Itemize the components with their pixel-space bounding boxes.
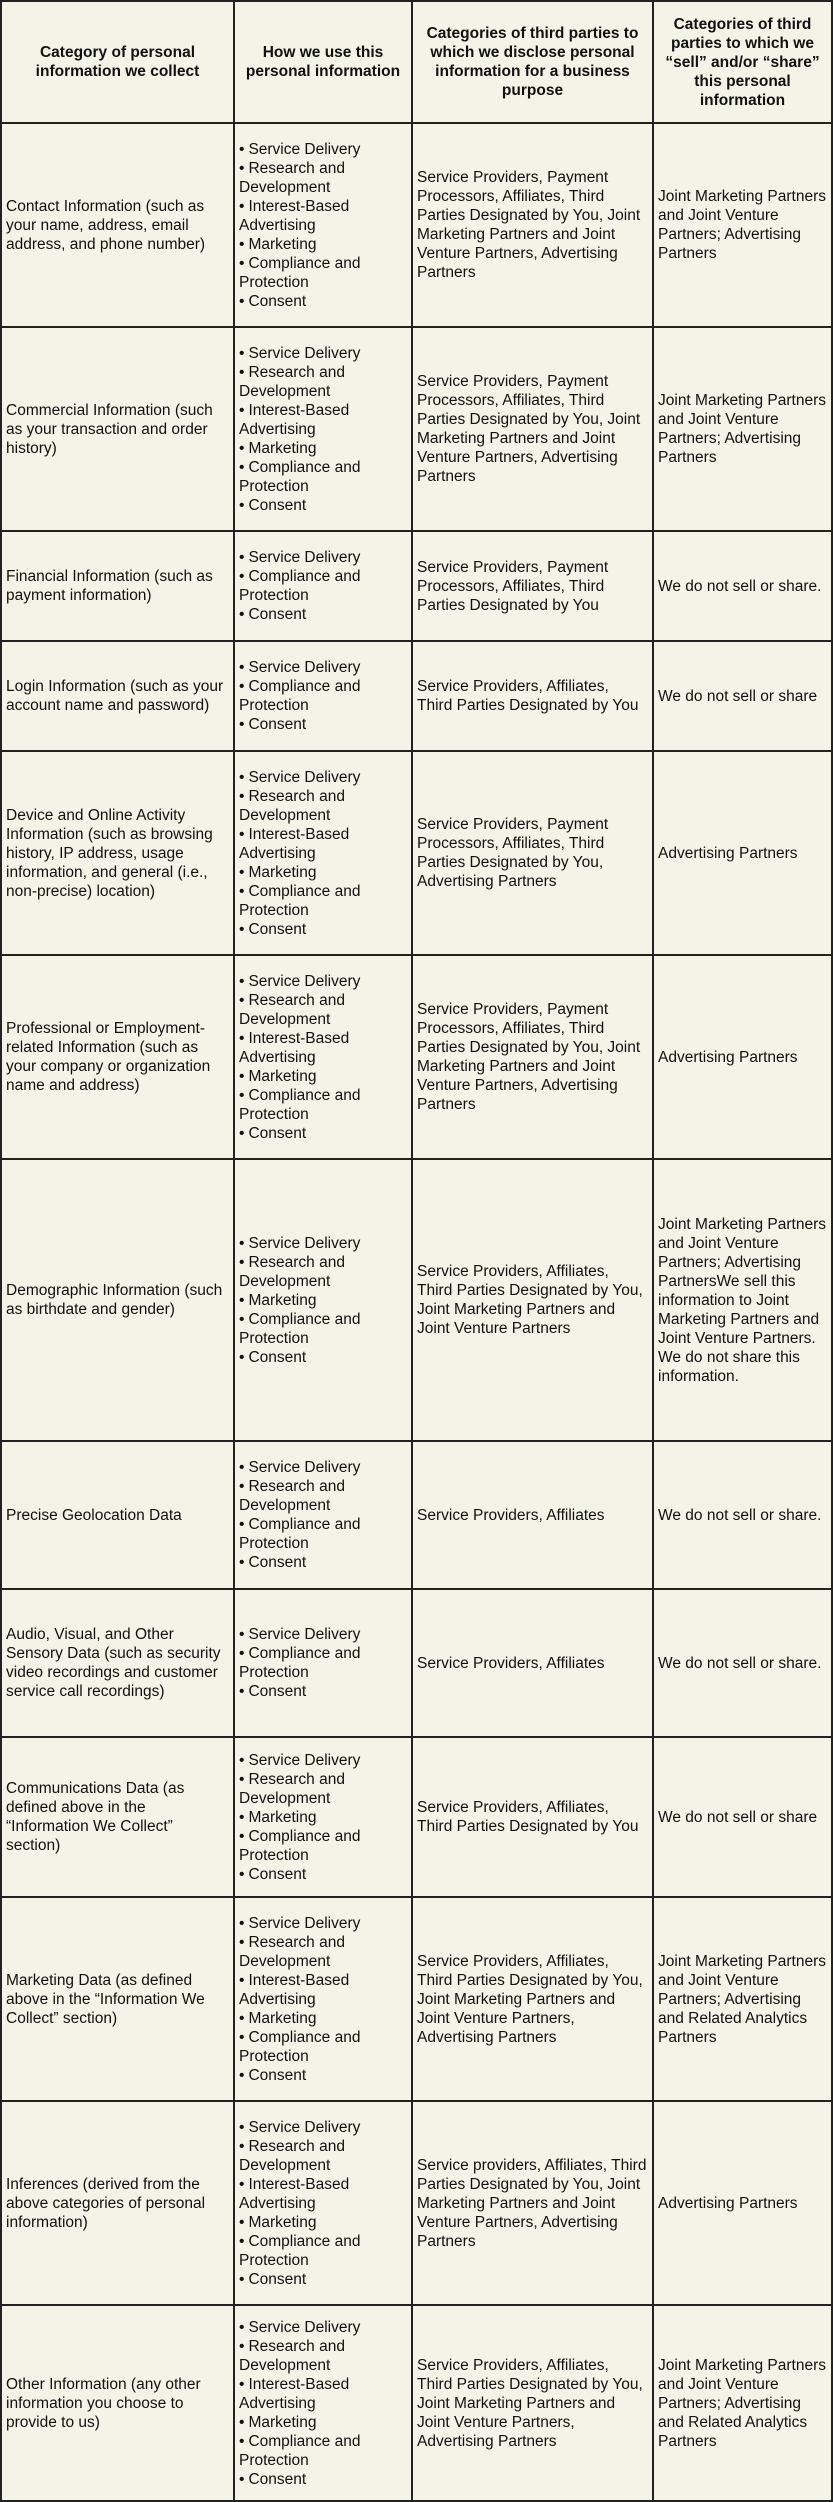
use-item [239, 1124, 407, 1143]
bullet-icon: • [239, 1971, 245, 1989]
use-label: Marketing [248, 1067, 317, 1085]
bullet-icon: • [239, 716, 245, 733]
use-label: Compliance and Protection [239, 1516, 361, 1552]
use-label: Service Delivery [248, 659, 361, 676]
bullet-icon: • [239, 1124, 245, 1142]
use-item [239, 768, 407, 787]
use-item [239, 567, 407, 605]
use-label: Marketing [248, 2009, 317, 2027]
use-item [239, 1029, 407, 1067]
sell-share-cell: Joint Marketing Partners and Joint Venture Partners; Advertising Partners [653, 327, 832, 531]
category-cell: Audio, Visual, and Other Sensory Data (such as security video recordings and customer service call recordings) [1, 1589, 234, 1737]
disclosure-cell: Service Providers, Affiliates, Third Parties Designated by You, Joint Marketing Partners and Joint Venture Partners, Advertising Partners [412, 2305, 653, 2501]
sell-share-cell: Advertising Partners [653, 2101, 832, 2305]
use-item [239, 2175, 407, 2213]
uses-cell [234, 531, 412, 641]
disclosure-cell: Service Providers, Affiliates, Third Parties Designated by You, Joint Marketing Partners and Joint Venture Partners, Advertising Partners [412, 1897, 653, 2101]
uses-list [239, 1914, 407, 2085]
uses-list [239, 658, 407, 734]
bullet-icon: • [239, 991, 245, 1009]
use-item [239, 2118, 407, 2137]
use-label: Service Delivery [248, 2318, 361, 2336]
uses-list [239, 2318, 407, 2489]
table-row [1, 1159, 832, 1441]
uses-cell [234, 1159, 412, 1441]
use-label: Consent [248, 1683, 307, 1700]
use-item [239, 2009, 407, 2028]
bullet-icon: • [239, 2432, 245, 2450]
use-item [239, 658, 407, 677]
use-item [239, 1477, 407, 1515]
use-item [239, 1682, 407, 1701]
uses-list [239, 768, 407, 939]
use-label: Service Delivery [248, 972, 361, 990]
use-label: Interest-Based Advertising [239, 401, 350, 438]
bullet-icon: • [239, 2413, 245, 2431]
sell-share-cell: Joint Marketing Partners and Joint Venture Partners; Advertising and Related Analytics Partners [653, 2305, 832, 2501]
use-label: Marketing [248, 2413, 317, 2431]
disclosure-cell: Service Providers, Payment Processors, Affiliates, Third Parties Designated by You, Joint Marketing Partners and Joint Venture Partners, Advertising Partners [412, 327, 653, 531]
use-item [239, 882, 407, 920]
use-item [239, 2470, 407, 2489]
use-item [239, 159, 407, 197]
bullet-icon: • [239, 1770, 245, 1788]
table-row [1, 2101, 832, 2305]
use-item [239, 991, 407, 1029]
use-label: Compliance and Protection [239, 458, 361, 495]
use-item [239, 1625, 407, 1644]
use-item [239, 2337, 407, 2375]
bullet-icon: • [239, 606, 245, 623]
use-label: Service Delivery [248, 1751, 361, 1769]
bullet-icon: • [239, 344, 245, 362]
bullet-icon: • [239, 439, 245, 457]
use-item [239, 787, 407, 825]
bullet-icon: • [239, 825, 245, 843]
use-label: Research and Development [239, 1253, 345, 1290]
uses-list [239, 1751, 407, 1884]
use-label: Marketing [248, 2213, 317, 2231]
bullet-icon: • [239, 1291, 245, 1309]
use-label: Interest-Based Advertising [239, 1029, 350, 1066]
use-label: Service Delivery [248, 549, 361, 566]
uses-cell [234, 1589, 412, 1737]
use-label: Service Delivery [248, 1234, 361, 1252]
bullet-icon: • [239, 197, 245, 215]
use-item [239, 2270, 407, 2289]
bullet-icon: • [239, 401, 245, 419]
use-item [239, 2375, 407, 2413]
use-item [239, 458, 407, 496]
use-item [239, 401, 407, 439]
use-item [239, 1086, 407, 1124]
use-item [239, 292, 407, 311]
use-label: Service Delivery [248, 1626, 361, 1643]
use-label: Consent [248, 292, 307, 310]
table-row [1, 955, 832, 1159]
use-label: Compliance and Protection [239, 254, 361, 291]
bullet-icon: • [239, 2318, 245, 2336]
table-row [1, 1737, 832, 1897]
table-row [1, 531, 832, 641]
bullet-icon: • [239, 1554, 245, 1571]
use-label: Interest-Based Advertising [239, 825, 350, 862]
bullet-icon: • [239, 140, 245, 158]
use-item [239, 1751, 407, 1770]
use-item [239, 2066, 407, 2085]
use-label: Marketing [248, 1808, 317, 1826]
bullet-icon: • [239, 1516, 245, 1533]
use-item [239, 1553, 407, 1572]
uses-list [239, 344, 407, 515]
use-label: Compliance and Protection [239, 1086, 361, 1123]
use-item [239, 2232, 407, 2270]
uses-cell [234, 955, 412, 1159]
bullet-icon: • [239, 159, 245, 177]
use-item [239, 2137, 407, 2175]
sell-share-cell: Advertising Partners [653, 955, 832, 1159]
table-row [1, 641, 832, 751]
header-uses: How we use this personal information [234, 1, 412, 123]
uses-list [239, 1234, 407, 1367]
sell-share-cell: Advertising Partners [653, 751, 832, 955]
bullet-icon: • [239, 2175, 245, 2193]
use-label: Interest-Based Advertising [239, 2175, 350, 2212]
bullet-icon: • [239, 568, 245, 585]
use-label: Research and Development [239, 1770, 345, 1807]
use-label: Interest-Based Advertising [239, 1971, 350, 2008]
use-label: Research and Development [239, 991, 345, 1028]
use-item [239, 1067, 407, 1086]
use-item [239, 2318, 407, 2337]
bullet-icon: • [239, 2213, 245, 2231]
use-label: Compliance and Protection [239, 1645, 361, 1681]
use-label: Marketing [248, 1291, 317, 1309]
bullet-icon: • [239, 2337, 245, 2355]
uses-cell [234, 1441, 412, 1589]
uses-cell [234, 327, 412, 531]
use-label: Service Delivery [248, 344, 361, 362]
use-label: Consent [248, 2470, 307, 2488]
bullet-icon: • [239, 496, 245, 514]
use-item [239, 863, 407, 882]
header-disclosure-recipients: Categories of third parties to which we disclose personal information for a business purpose [412, 1, 653, 123]
bullet-icon: • [239, 768, 245, 786]
use-label: Interest-Based Advertising [239, 2375, 350, 2412]
bullet-icon: • [239, 659, 245, 676]
use-label: Consent [248, 2270, 307, 2288]
use-label: Compliance and Protection [239, 2028, 361, 2065]
category-cell: Device and Online Activity Information (such as browsing history, IP address, usage information, and general (i.e., non-precise) location) [1, 751, 234, 955]
use-label: Service Delivery [248, 768, 361, 786]
uses-list [239, 1458, 407, 1572]
bullet-icon: • [239, 678, 245, 695]
category-cell: Precise Geolocation Data [1, 1441, 234, 1589]
use-item [239, 1515, 407, 1553]
table-row [1, 1897, 832, 2101]
use-label: Consent [248, 606, 307, 623]
use-label: Marketing [248, 235, 317, 253]
bullet-icon: • [239, 1067, 245, 1085]
sell-share-cell: Joint Marketing Partners and Joint Venture Partners; Advertising PartnersWe sell this information to Joint Marketing Partners and Joint Venture Partners. We do not share this information. [653, 1159, 832, 1441]
use-item [239, 825, 407, 863]
sell-share-cell: We do not sell or share. [653, 1441, 832, 1589]
use-item [239, 1310, 407, 1348]
use-label: Research and Development [239, 363, 345, 400]
category-cell: Financial Information (such as payment information) [1, 531, 234, 641]
use-label: Compliance and Protection [239, 568, 361, 604]
use-label: Research and Development [239, 1933, 345, 1970]
use-label: Compliance and Protection [239, 2232, 361, 2269]
use-item [239, 363, 407, 401]
disclosure-cell: Service providers, Affiliates, Third Parties Designated by You, Joint Marketing Partners and Joint Venture Partners, Advertising Partners [412, 2101, 653, 2305]
use-item [239, 920, 407, 939]
use-label: Consent [248, 1554, 307, 1571]
category-cell: Professional or Employment-related Information (such as your company or organization name and address) [1, 955, 234, 1159]
category-cell: Commercial Information (such as your transaction and order history) [1, 327, 234, 531]
bullet-icon: • [239, 920, 245, 938]
uses-list [239, 1625, 407, 1701]
table-header-row [1, 1, 832, 123]
uses-list [239, 972, 407, 1143]
use-label: Research and Development [239, 2137, 345, 2174]
use-label: Compliance and Protection [239, 882, 361, 919]
use-label: Compliance and Protection [239, 678, 361, 714]
bullet-icon: • [239, 1029, 245, 1047]
use-item [239, 496, 407, 515]
use-item [239, 1971, 407, 2009]
use-item [239, 715, 407, 734]
bullet-icon: • [239, 1865, 245, 1883]
sell-share-cell: We do not sell or share [653, 1737, 832, 1897]
bullet-icon: • [239, 2137, 245, 2155]
bullet-icon: • [239, 292, 245, 310]
use-item [239, 2413, 407, 2432]
use-label: Research and Development [239, 2337, 345, 2374]
use-item [239, 1458, 407, 1477]
use-item [239, 344, 407, 363]
use-label: Consent [248, 920, 307, 938]
header-category: Category of personal information we collect [1, 1, 234, 123]
use-label: Research and Development [239, 159, 345, 196]
use-item [239, 548, 407, 567]
use-label: Marketing [248, 439, 317, 457]
disclosure-cell: Service Providers, Affiliates [412, 1589, 653, 1737]
use-item [239, 1933, 407, 1971]
bullet-icon: • [239, 235, 245, 253]
use-label: Research and Development [239, 1478, 345, 1514]
bullet-icon: • [239, 1348, 245, 1366]
bullet-icon: • [239, 2028, 245, 2046]
uses-cell [234, 2101, 412, 2305]
use-label: Service Delivery [248, 2118, 361, 2136]
use-item [239, 605, 407, 624]
bullet-icon: • [239, 1086, 245, 1104]
table-row [1, 1589, 832, 1737]
use-label: Consent [248, 2066, 307, 2084]
use-item [239, 2432, 407, 2470]
use-item [239, 1914, 407, 1933]
use-item [239, 439, 407, 458]
table-row [1, 2305, 832, 2501]
use-label: Service Delivery [248, 1459, 361, 1476]
bullet-icon: • [239, 863, 245, 881]
use-label: Compliance and Protection [239, 1310, 361, 1347]
sell-share-cell: Joint Marketing Partners and Joint Venture Partners; Advertising Partners [653, 123, 832, 327]
disclosure-cell: Service Providers, Payment Processors, Affiliates, Third Parties Designated by You, Advertising Partners [412, 751, 653, 955]
bullet-icon: • [239, 1253, 245, 1271]
bullet-icon: • [239, 972, 245, 990]
bullet-icon: • [239, 1683, 245, 1700]
use-item [239, 1234, 407, 1253]
category-cell: Contact Information (such as your name, address, email address, and phone number) [1, 123, 234, 327]
bullet-icon: • [239, 2270, 245, 2288]
use-label: Marketing [248, 863, 317, 881]
uses-cell [234, 641, 412, 751]
use-item [239, 1770, 407, 1808]
uses-cell [234, 751, 412, 955]
bullet-icon: • [239, 458, 245, 476]
category-cell: Marketing Data (as defined above in the “Information We Collect” section) [1, 1897, 234, 2101]
disclosure-cell: Service Providers, Affiliates, Third Parties Designated by You [412, 1737, 653, 1897]
bullet-icon: • [239, 1933, 245, 1951]
bullet-icon: • [239, 2375, 245, 2393]
use-item [239, 2213, 407, 2232]
bullet-icon: • [239, 2009, 245, 2027]
disclosure-cell: Service Providers, Affiliates, Third Parties Designated by You, Joint Marketing Partners and Joint Venture Partners [412, 1159, 653, 1441]
disclosure-cell: Service Providers, Payment Processors, Affiliates, Third Parties Designated by You [412, 531, 653, 641]
use-item [239, 254, 407, 292]
bullet-icon: • [239, 254, 245, 272]
use-item [239, 2028, 407, 2066]
bullet-icon: • [239, 1310, 245, 1328]
use-item [239, 1827, 407, 1865]
use-label: Consent [248, 1348, 307, 1366]
use-label: Consent [248, 1124, 307, 1142]
sell-share-cell: We do not sell or share. [653, 1589, 832, 1737]
use-item [239, 197, 407, 235]
uses-list [239, 548, 407, 624]
bullet-icon: • [239, 1459, 245, 1476]
use-item [239, 1808, 407, 1827]
bullet-icon: • [239, 1827, 245, 1845]
use-label: Service Delivery [248, 140, 361, 158]
use-item [239, 1348, 407, 1367]
use-label: Interest-Based Advertising [239, 197, 350, 234]
bullet-icon: • [239, 1626, 245, 1643]
table-row [1, 327, 832, 531]
table-row [1, 123, 832, 327]
use-item [239, 1253, 407, 1291]
category-cell: Communications Data (as defined above in the “Information We Collect” section) [1, 1737, 234, 1897]
use-label: Research and Development [239, 787, 345, 824]
use-label: Consent [248, 716, 307, 733]
uses-cell [234, 123, 412, 327]
use-label: Consent [248, 496, 307, 514]
use-item [239, 972, 407, 991]
uses-cell [234, 1897, 412, 2101]
use-label: Compliance and Protection [239, 1827, 361, 1864]
category-cell: Other Information (any other information you choose to provide to us) [1, 2305, 234, 2501]
bullet-icon: • [239, 549, 245, 566]
table-row [1, 751, 832, 955]
bullet-icon: • [239, 787, 245, 805]
category-cell: Inferences (derived from the above categories of personal information) [1, 2101, 234, 2305]
bullet-icon: • [239, 882, 245, 900]
use-item [239, 677, 407, 715]
bullet-icon: • [239, 363, 245, 381]
bullet-icon: • [239, 1234, 245, 1252]
disclosure-cell: Service Providers, Payment Processors, Affiliates, Third Parties Designated by You, Joint Marketing Partners and Joint Venture Partners, Advertising Partners [412, 123, 653, 327]
sell-share-cell: Joint Marketing Partners and Joint Venture Partners; Advertising and Related Analytics Partners [653, 1897, 832, 2101]
table-row [1, 1441, 832, 1589]
bullet-icon: • [239, 2470, 245, 2488]
category-cell: Demographic Information (such as birthdate and gender) [1, 1159, 234, 1441]
sell-share-cell: We do not sell or share [653, 641, 832, 751]
disclosure-cell: Service Providers, Payment Processors, Affiliates, Third Parties Designated by You, Joint Marketing Partners and Joint Venture Partners, Advertising Partners [412, 955, 653, 1159]
use-item [239, 1865, 407, 1884]
table-body [1, 123, 832, 2501]
bullet-icon: • [239, 1808, 245, 1826]
header-sell-share-recipients: Categories of third parties to which we “sell” and/or “share” this personal information [653, 1, 832, 123]
bullet-icon: • [239, 2232, 245, 2250]
bullet-icon: • [239, 1751, 245, 1769]
uses-cell [234, 2305, 412, 2501]
uses-cell [234, 1737, 412, 1897]
bullet-icon: • [239, 1478, 245, 1495]
bullet-icon: • [239, 2118, 245, 2136]
use-item [239, 140, 407, 159]
use-item [239, 1644, 407, 1682]
disclosure-cell: Service Providers, Affiliates [412, 1441, 653, 1589]
uses-list [239, 140, 407, 311]
use-label: Compliance and Protection [239, 2432, 361, 2469]
bullet-icon: • [239, 1645, 245, 1662]
use-item [239, 1291, 407, 1310]
category-cell: Login Information (such as your account name and password) [1, 641, 234, 751]
disclosure-cell: Service Providers, Affiliates, Third Parties Designated by You [412, 641, 653, 751]
uses-list [239, 2118, 407, 2289]
bullet-icon: • [239, 1914, 245, 1932]
sell-share-cell: We do not sell or share. [653, 531, 832, 641]
bullet-icon: • [239, 2066, 245, 2084]
use-label: Consent [248, 1865, 307, 1883]
use-item [239, 235, 407, 254]
use-label: Service Delivery [248, 1914, 361, 1932]
